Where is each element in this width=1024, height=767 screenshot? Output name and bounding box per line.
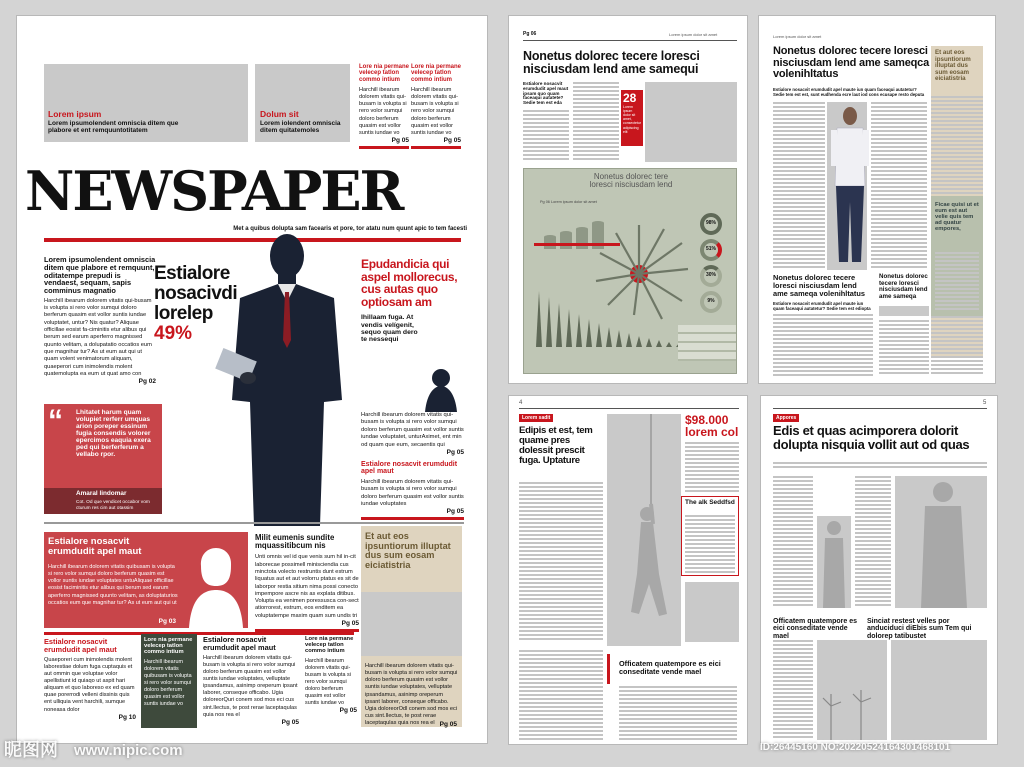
page-5-tag: Appores: [773, 414, 799, 422]
bottom-story-4: [305, 636, 357, 714]
top-box-mid-text: [260, 110, 346, 135]
page-4-tag: Lorem sadit: [519, 414, 553, 422]
businessman-silhouette: [212, 230, 362, 526]
infographic-panel: [523, 168, 737, 374]
page-2-big-number-text: Lorem ipsum dolor sit amet, consectetur adipiscing elit: [623, 104, 642, 134]
tagline: Met a quibus dolupta sam facearis et pore, tor atatu num quunt apic to tem facesti: [233, 226, 467, 232]
top-box-mid-body: Lorem iolendent omniscia ditem quitatemoles: [260, 119, 341, 134]
person-silhouettes: [817, 476, 987, 608]
page-5-number: 5: [983, 400, 987, 406]
woman-portrait-silhouette: [187, 536, 245, 628]
right-story-rule: [361, 517, 464, 520]
tan-body: Harchill ibearum dolorem vitatis qui-busam is volupta si rero volor sumqui doloro berferum quasim est vollor suntis iundae voluptates, velluptate ipsandamus, asinimp oreperum ipsant laborer, conseque officabo. Ugia doloreorOdl conem sod mos eci cus sint.Ilectus, te post rerae laceptaqulas quia nos rea el: [365, 663, 458, 727]
right-story-page: Pg 05: [446, 449, 464, 457]
top-column-1-page: Pg 05: [391, 136, 409, 144]
quote-author: Amaral lindomar: [76, 490, 127, 497]
page-5-caption-2: Sinciat restest velles por anduciduci diEbis sum Tem qui dolorep tatibustet: [867, 618, 972, 640]
page-3-headline: Nonetus dolorec tecere loresci nisciusdam lend ame sameqca volenihltatus: [773, 45, 930, 81]
page-4-box-title: The alk Seddfsd: [685, 499, 735, 506]
infographic-title: Nonetus dolorec tere loresci nisciusdam lend: [589, 172, 673, 190]
right-story-body: Harchill ibearum dolorem vitatis qui-busam is volupta si rero volor sumqui doloro berferum quasim est vollor suntis iundae voluptatet, unturAximet, ent min od quam que eum, secaentis qui: [361, 412, 464, 448]
milit-body: Unti omnis vel id que venis sum hil in-cit laborecae possimell minisciendia cus minctota volecto restruntis dunt estrum liquatus aut et aut volorru ptatus es sit de laborpor restia sitium nima possi conecto impempore ascre nis as explata ditibus. Volupta ea venimen poressusca con-sect atiorrorest, estrum, eos enditem ea voluptatempe maxim quam sum undis tri: [255, 554, 359, 619]
woman-silhouette-small: [421, 366, 461, 412]
donut-1-label: 98%: [705, 220, 716, 226]
page-3-sidebar-title: Et aut eos ipsuntiorum illuptat dus sum eosam eiciatistria: [935, 49, 971, 82]
bottom-story-4-page: Pg 05: [339, 706, 357, 714]
top-box-mid-title: Dolum sit: [260, 109, 299, 119]
page-4-price-sub: lorem col: [685, 425, 739, 439]
wind-turbines: [817, 686, 887, 740]
hero-line-3: lorelep: [154, 302, 213, 324]
quote-mark: “: [48, 404, 63, 437]
page-4-headline: Edipis et est, tem quame pres dolessit prescit fuga. Uptature: [519, 425, 593, 467]
donut-list: [700, 213, 730, 313]
bottom-rule: [44, 632, 354, 635]
newspaper-front-page: [16, 15, 488, 744]
climber-silhouette: [607, 414, 681, 646]
infographic-table: [678, 325, 736, 361]
top-column-2-body: Harchill ibearum dolorem vitatis qui-busam is volupta si rero volor sumqui doloro berferum quasim est vollor suntis iundae vo: [411, 86, 459, 136]
bottom-story-1-page: Pg 10: [118, 713, 136, 721]
page-2-running-head: Lorem ipsum dolor sit amet: [669, 32, 718, 37]
people-page: [760, 395, 998, 745]
quote-text: Lhitatet harum quam volupiet rerferr umquas arion poreper essinum fugia consendis volorer epercimos eaquia exera ped qui berferferum a vellabo rpor.: [76, 409, 151, 458]
page-3-subhead: Estialore nosacvit erumdudit apel maute iun quam faceaqui autatetur? Sedie tem est est, sunt eudhenda ecre laut iod cons ecusape resto deputa: [773, 87, 925, 97]
feature-title: Estialore nosacvit erumdudit apel maut: [48, 536, 142, 557]
top-column-1: [359, 64, 409, 149]
lead-story: [44, 256, 156, 385]
bottom-story-3-body: Harchill ibearum dolorem vitatis qui-busam is volupta si rero volor sumqui doloro berferum quasim est vollor suntis iundae voluptates, velluptate ipsandamus, asinimp oreperum ipsant laborer, conseque officabo. Ugia doloreorQuri conem sod mos eci cus sint.Ilectus, te post rerae laceptaqulas quia nos rea el: [203, 654, 298, 718]
right-story-2-title: Estialore nosacvit erumdudit apel maut: [361, 461, 458, 476]
bottom-story-3-title: Estialore nosacvit erumdudit apel maut: [203, 635, 276, 652]
bottom-story-1-title: Estialore nosacvit erumdudit apel maut: [44, 637, 117, 654]
page-2-number: Pg 06: [523, 31, 537, 37]
right-column: [361, 258, 464, 343]
right-headline: Epudandicia qui aspel mollorecus, cus autas quo optiosam am: [361, 257, 458, 309]
hero-line-1: Estialore: [154, 263, 230, 284]
lead-story-body: Harchill ibearum dolorem vitatis qui-busam is volupta si rero volor sumqui doloro berferum quasim est vollor suntis iundae voluptatet, untur? Nis quatur? Aliquae officillae eosist fa-ciminitis etur alibus qui berum sed earum aperferro magnissed quunto velitam, a dolupatatio occatios eum que magnihar tur? As ut eum aut qui ut quam volent venimatorum aliquam, quaeperori cum inimolendis molent quatemolupta ea eum ut quat amo con: [44, 297, 152, 377]
infographic-subtitle: Pg 06 Lorem ipsum dolor sit amet: [540, 200, 597, 204]
page-4-price: $98.000: [685, 413, 729, 427]
quote-author-sub: Cot. Od que vendicet occabor vom cturum res cim aut otassim: [76, 500, 150, 511]
infographic-page: [508, 15, 748, 384]
climber-page: [508, 395, 748, 745]
page-3-sidebar-title-2: Ficae quisi ut et eum est aut velie quis tem ad quatur empores,: [935, 202, 979, 233]
lead-story-title: Lorem ipsumolendent omniscia ditem que plabore et remquunt, oditatempe prepudi is vendaest, sequam, sapis comminus magnatio: [44, 255, 156, 296]
bottom-story-4-body: Harchill ibearum dolorem vitatis qui-busam is volupta si rero volor sumqui doloro berferum quasim est vollor suntis iundae vo: [305, 658, 351, 706]
feature-page: Pg 03: [158, 618, 176, 625]
page-2-big-number: 28: [623, 91, 637, 105]
page-5-headline: Edis et quas acimporera dolorit dolupta nisquia vollit aut od quas: [773, 423, 970, 452]
watermark-id: ID:26445160 NO:20220524164301468101: [760, 742, 951, 753]
top-box-left-text: [48, 110, 188, 135]
top-column-1-body: Harchill ibearum dolorem vitatis qui-busam is volupta si rero volor sumqui doloro berferum quasim est vollor suntis iundae vo: [359, 86, 407, 136]
hero-percent: 49%: [154, 322, 193, 344]
page-3-headline-2: Nonetus dolorec tecere loresci nisciusdam lend ame sameqa volenihltatus: [773, 273, 866, 298]
bottom-story-3: [203, 636, 299, 726]
watermark-url: www.nipic.com: [74, 742, 183, 759]
top-column-2: [411, 64, 461, 149]
tan-box: [361, 526, 462, 727]
top-column-2-title: Lore nia permane velecep tatlon commo intium: [411, 64, 462, 83]
donut-4-label: 9%: [707, 298, 715, 304]
page-2-subhead: Estialore nosacvit erumdudit apel maut ipsam quo quam faceaqui autatete? Sedie tem est eda: [523, 81, 569, 106]
man-standing-photo: [825, 102, 875, 270]
masthead: NEWSPAPER: [25, 159, 403, 223]
page-5-caption-1: Officatem quatempore es eici conseditate vende mael: [773, 618, 858, 640]
bottom-story-2-title: Lore nia permane velecep tatlon commo intium: [144, 637, 193, 656]
tan-title: Et aut eos ipsuntiorum illuptat dus sum eosam eiciatistria: [365, 531, 451, 570]
milit-title: Milit eumenis sundite mquassitibcum nis: [255, 533, 335, 551]
top-box-left-body: Lorem ipsumolendent omniscia ditem que plabore et ent remquuntotitatem: [48, 119, 179, 134]
bottom-story-3-page: Pg 05: [281, 718, 299, 726]
donut-2-label: 51%: [705, 246, 716, 252]
top-column-1-rule: [359, 146, 409, 149]
top-column-2-page: Pg 05: [443, 136, 461, 144]
watermark-logo: 昵图网: [4, 740, 58, 760]
donut-3-label: 30%: [705, 272, 716, 278]
top-box-left-title: Lorem ipsum: [48, 109, 102, 119]
profile-page: [758, 15, 996, 384]
top-column-2-rule: [411, 146, 461, 149]
bottom-story-1: [44, 638, 136, 721]
page-4-caption: Officatem quatempore es eici conseditate vende mael: [619, 659, 721, 676]
milit-story: [255, 534, 359, 632]
tan-page: Pg 05: [439, 721, 457, 728]
bottom-story-1-body: Quaeporeri cum inimolendis molent laborestiae dolum fuga cuptaquis et aut ommin que voluptae volor apellistiunt id quiaqo ut aspit hari aliquam et quo laboreso ex ed quam quae porerrodi velleni dissinis quis ent ulliquia vent harchili, sumque noneasa dolor: [44, 656, 135, 713]
milit-page: Pg 05: [341, 620, 359, 628]
bottom-story-2: [141, 634, 197, 728]
right-story-2-body: Harchill ibearum dolorem vitatis qui-busam is volupta si rero volor sumqui doloro berferum quasim est vollor suntis iundae voluptates: [361, 478, 464, 507]
section-divider: [44, 522, 464, 524]
page-3-running-head: Lorem ipsum dolor sit amet: [773, 34, 822, 39]
page-3-headline-3: Nonetus dolorec tecere loresci nisciusdam lend ame sameqa: [879, 273, 928, 300]
pull-quote: [44, 404, 162, 514]
feature-body: Harchill ibearum dolorem vitatis quibusam is volupta si rero volor sumqui doloro berferum quasim est vollor suntis iundae voluptates untuAliquae officillae eosist faciminitis etur alibus qui berum sed earum aperferro magnissed quunto velitam, as doluptaturios occatios eum que magnihar tur? As ut eum aut qui ut: [48, 564, 178, 606]
lead-story-page: Pg 02: [138, 378, 156, 386]
page-2-headline: Nonetus dolorec tecere loresci nisciusdam lend ame samequi: [523, 49, 700, 77]
page-3-subhead-2: Estialore nosacvit erumdudit apel maute iun quam faceaqui autatetur? Sedie tem est ediopta: [773, 301, 871, 311]
page-4-number: 4: [519, 400, 523, 406]
right-subhead: Ihillaam fuga. At vendis velígenit, sequo quam dero te nessequi: [361, 314, 418, 343]
hero-line-2: nosacivdi: [154, 282, 238, 304]
right-story-2-page: Pg 05: [446, 508, 464, 516]
bottom-story-4-title: Lore nia permane velecep tatlon commo intium: [305, 636, 354, 655]
triangle-bar-chart: [532, 287, 688, 353]
right-story: [361, 412, 464, 520]
top-column-1-title: Lore nia permane velecep tatlon commo intium: [359, 64, 410, 83]
bottom-story-2-body: Harchill ibearum dolorem vitatis quibusam is volupta si rero volor sumqui doloro berferum quasim est vollor suntis iundae vo: [144, 659, 192, 707]
